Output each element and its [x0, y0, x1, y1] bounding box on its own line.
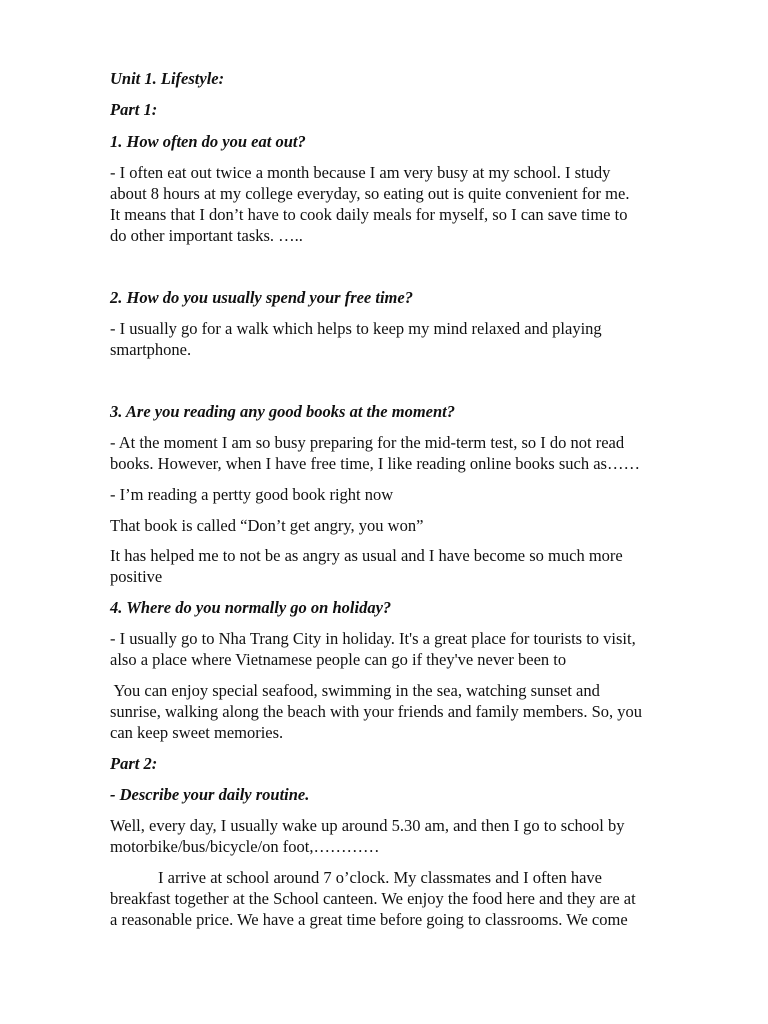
answer-line: books. However, when I have free time, I like reading online books such as…… — [110, 454, 640, 473]
answer-line: - I usually go to Nha Trang City in holiday. It's a great place for tourists to visit, — [110, 629, 636, 648]
answer-line: - I often eat out twice a month because I am very busy at my school. I study — [110, 163, 611, 182]
answer-1 — [110, 162, 629, 246]
paragraph-line: breakfast together at the School canteen. We enjoy the food here and they are at — [110, 889, 636, 908]
answer-3d — [110, 545, 623, 587]
answer-3b: - I’m reading a pertty good book right now — [110, 485, 394, 504]
part2-heading: Part 2: — [110, 754, 158, 773]
answer-4a — [110, 628, 636, 670]
question-4: 4. Where do you normally go on holiday? — [110, 598, 392, 617]
answer-line: about 8 hours at my college everyday, so eating out is quite convenient for me. — [110, 184, 630, 203]
paragraph-line: I arrive at school around 7 o’clock. My classmates and I often have — [158, 868, 602, 887]
answer-line: smartphone. — [110, 340, 192, 359]
answer-line: - I usually go for a walk which helps to keep my mind relaxed and playing — [110, 319, 602, 338]
answer-line: do other important tasks. ….. — [110, 226, 303, 245]
part2-paragraph-2 — [110, 867, 636, 930]
unit-title: Unit 1. Lifestyle: — [110, 69, 225, 88]
part2-paragraph-1 — [110, 815, 624, 857]
question-3: 3. Are you reading any good books at the moment? — [110, 402, 455, 421]
question-2: 2. How do you usually spend your free time? — [110, 288, 413, 307]
question-1: 1. How often do you eat out? — [110, 132, 306, 151]
paragraph-line: motorbike/bus/bicycle/on foot,………… — [110, 837, 380, 856]
part2-prompt: - Describe your daily routine. — [110, 785, 310, 804]
answer-line: can keep sweet memories. — [110, 723, 284, 742]
paragraph-line: a reasonable price. We have a great time before going to classrooms. We come — [110, 910, 628, 929]
answer-4b — [110, 680, 642, 743]
answer-2 — [110, 318, 602, 360]
answer-3a — [110, 432, 640, 474]
answer-line: positive — [110, 567, 163, 586]
part1-heading: Part 1: — [110, 100, 158, 119]
answer-line: You can enjoy special seafood, swimming in the sea, watching sunset and — [110, 681, 600, 700]
answer-line: It means that I don’t have to cook daily meals for myself, so I can save time to — [110, 205, 628, 224]
answer-line: also a place where Vietnamese people can go if they've never been to — [110, 650, 567, 669]
answer-3c: That book is called “Don’t get angry, you won” — [110, 516, 424, 535]
answer-line: sunrise, walking along the beach with your friends and family members. So, you — [110, 702, 643, 721]
answer-line: - At the moment I am so busy preparing for the mid-term test, so I do not read — [110, 433, 625, 452]
paragraph-line: Well, every day, I usually wake up around 5.30 am, and then I go to school by — [110, 816, 625, 835]
answer-line: It has helped me to not be as angry as usual and I have become so much more — [110, 546, 623, 565]
